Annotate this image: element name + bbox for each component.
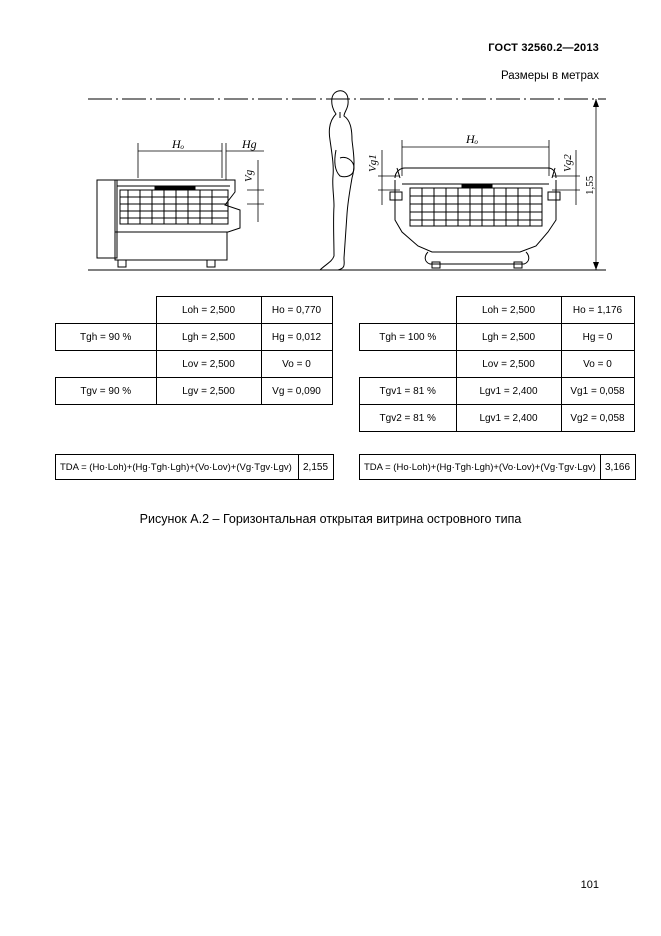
right-r4-c3: Vg1 = 0,058: [561, 378, 634, 405]
right-r3-c3: Vo = 0: [561, 351, 634, 378]
right-r4-c2: Lgv1 = 2,400: [456, 378, 561, 405]
left-formula-table: [55, 454, 334, 480]
right-r2-c2: Lgh = 2,500: [456, 324, 561, 351]
right-r1-c3: Ho = 1,176: [561, 297, 634, 324]
left-r1-c3: Ho = 0,770: [261, 297, 332, 324]
right-formula-table: [359, 454, 636, 480]
right-display-case: [390, 168, 560, 268]
person-figure: [320, 91, 354, 270]
left-r4-c1: Tgv = 90 %: [56, 378, 157, 405]
left-formula-value: 2,155: [299, 455, 334, 480]
right-r1-c2: Loh = 2,500: [456, 297, 561, 324]
left-r1-c2: Loh = 2,500: [156, 297, 261, 324]
right-formula-value: 3,166: [601, 455, 636, 480]
left-formula-text: TDA = (Ho·Loh)+(Hg·Tgh·Lgh)+(Vo·Lov)+(Vg·Tgv·Lgv): [56, 455, 299, 480]
height-dimension-label: 1,55: [584, 175, 596, 195]
right-r5-c1: Tgv2 = 81 %: [360, 405, 457, 432]
right-r4-c1: Tgv1 = 81 %: [360, 378, 457, 405]
left-r4-c3: Vg = 0,090: [261, 378, 332, 405]
left-display-case: [97, 180, 240, 267]
right-r5-c3: Vg2 = 0,058: [561, 405, 634, 432]
right-values-table: [359, 296, 635, 432]
label-ho-left: Hₒ: [172, 137, 185, 151]
label-vg1: Vg1: [367, 154, 379, 172]
left-r2-c3: Hg = 0,012: [261, 324, 332, 351]
technical-drawing: [0, 0, 661, 300]
left-values-table: [55, 296, 333, 405]
figure-caption: Рисунок А.2 – Горизонтальная открытая витрина островного типа: [139, 512, 522, 526]
left-r4-c2: Lgv = 2,500: [156, 378, 261, 405]
left-r2-c1: Tgh = 90 %: [56, 324, 157, 351]
label-vg-left: Vg: [243, 169, 255, 182]
right-formula-text: TDA = (Ho·Loh)+(Hg·Tgh·Lgh)+(Vo·Lov)+(Vg·Tgv·Lgv): [360, 455, 601, 480]
left-r3-c2: Lov = 2,500: [156, 351, 261, 378]
left-r3-c3: Vo = 0: [261, 351, 332, 378]
right-r5-c2: Lgv1 = 2,400: [456, 405, 561, 432]
label-ho-right: Hₒ: [466, 132, 479, 146]
units-note: Размеры в метрах: [500, 70, 599, 82]
right-r2-c3: Hg = 0: [561, 324, 634, 351]
standard-header: ГОСТ 32560.2—2013: [488, 42, 599, 54]
right-r3-c2: Lov = 2,500: [456, 351, 561, 378]
left-r2-c2: Lgh = 2,500: [156, 324, 261, 351]
right-r2-c1: Tgh = 100 %: [360, 324, 457, 351]
label-vg2: Vg2: [562, 154, 574, 172]
label-hg-left: Hg: [242, 137, 257, 151]
page-number: 101: [580, 879, 599, 891]
